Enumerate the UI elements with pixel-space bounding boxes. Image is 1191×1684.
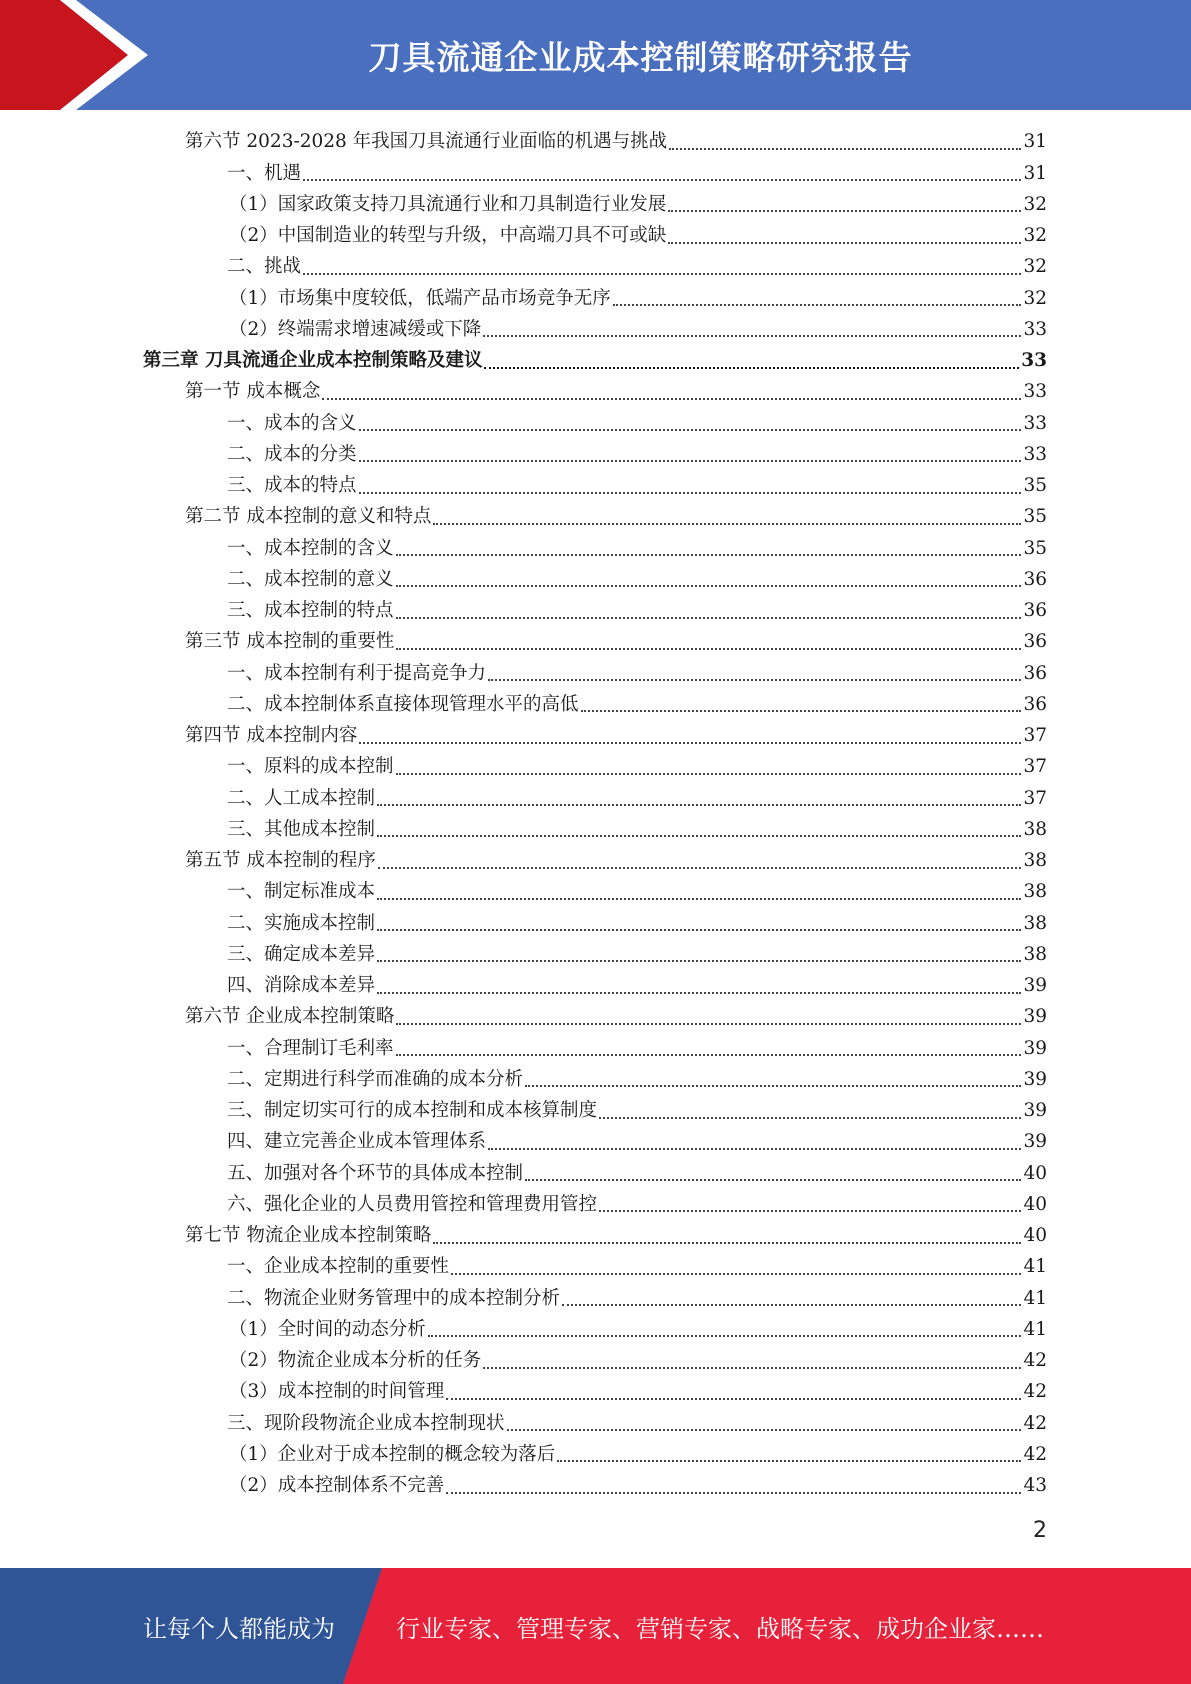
toc-entry-row[interactable] xyxy=(0,1065,1191,1096)
toc-entry-page: 31 xyxy=(1023,131,1047,153)
page-header xyxy=(0,0,1191,110)
toc-entry-page: 33 xyxy=(1023,381,1047,403)
toc-entry-row[interactable] xyxy=(0,940,1191,971)
toc-entry-label: （3）成本控制的时间管理 xyxy=(229,1381,445,1403)
toc-entry-label: （1）企业对于成本控制的概念较为落后 xyxy=(229,1443,556,1465)
toc-entry-page: 38 xyxy=(1023,850,1047,872)
header-arrow-decoration xyxy=(0,0,150,110)
toc-entry-page: 31 xyxy=(1023,162,1047,184)
toc-entry-row[interactable] xyxy=(0,158,1191,189)
toc-entry-page: 32 xyxy=(1023,225,1047,247)
toc-entry-label: 二、成本的分类 xyxy=(227,443,357,465)
toc-entry-page: 43 xyxy=(1023,1475,1047,1497)
toc-chapter-row[interactable] xyxy=(0,346,1191,377)
toc-entry-row[interactable] xyxy=(0,1033,1191,1064)
toc-dot-leader xyxy=(557,1442,1021,1463)
toc-entry-row[interactable] xyxy=(0,1377,1191,1408)
toc-entry-page: 39 xyxy=(1023,1068,1047,1090)
toc-entry-row[interactable] xyxy=(0,533,1191,564)
toc-entry-label: 第六节 2023-2028 年我国刀具流通行业面临的机遇与挑战 xyxy=(185,131,668,153)
toc-dot-leader xyxy=(359,411,1022,432)
toc-entry-row[interactable] xyxy=(0,1346,1191,1377)
toc-entry-label: 一、制定标准成本 xyxy=(227,881,376,903)
toc-entry-row[interactable] xyxy=(0,721,1191,752)
toc-entry-label: 三、制定切实可行的成本控制和成本核算制度 xyxy=(227,1100,598,1122)
toc-entry-row[interactable] xyxy=(0,315,1191,346)
toc-dot-leader xyxy=(484,348,1019,369)
toc-entry-page: 35 xyxy=(1023,506,1047,528)
toc-dot-leader xyxy=(396,1036,1022,1057)
footer-slogan-right: 行业专家、管理专家、营销专家、战略专家、成功企业家…… xyxy=(396,1614,1044,1643)
toc-dot-leader xyxy=(359,723,1021,744)
toc-dot-leader xyxy=(599,1192,1021,1213)
toc-entry-page: 36 xyxy=(1023,662,1047,684)
toc-entry-label: （1）市场集中度较低，低端产品市场竞争无序 xyxy=(229,287,611,309)
toc-dot-leader xyxy=(377,879,1021,900)
toc-entry-row[interactable] xyxy=(0,658,1191,689)
toc-entry-label: （2）成本控制体系不完善 xyxy=(229,1475,445,1497)
toc-entry-row[interactable] xyxy=(0,1440,1191,1471)
toc-entry-page: 39 xyxy=(1023,1100,1047,1122)
toc-entry-row[interactable] xyxy=(0,502,1191,533)
table-of-contents xyxy=(0,127,1191,1502)
toc-entry-row[interactable] xyxy=(0,252,1191,283)
toc-entry-label: 二、成本控制的意义 xyxy=(227,568,394,590)
toc-entry-row[interactable] xyxy=(0,1127,1191,1158)
toc-dot-leader xyxy=(433,504,1021,525)
report-title: 刀具流通企业成本控制策略研究报告 xyxy=(368,37,913,77)
toc-entry-label: 三、现阶段物流企业成本控制现状 xyxy=(227,1412,505,1434)
toc-entry-page: 41 xyxy=(1023,1256,1047,1278)
toc-entry-label: （1）国家政策支持刀具流通行业和刀具制造行业发展 xyxy=(229,193,667,215)
toc-entry-label: 二、实施成本控制 xyxy=(227,912,376,934)
toc-entry-label: 四、建立完善企业成本管理体系 xyxy=(227,1131,487,1153)
toc-entry-page: 37 xyxy=(1023,725,1047,747)
toc-entry-page: 33 xyxy=(1023,443,1047,465)
toc-entry-row[interactable] xyxy=(0,127,1191,158)
toc-entry-label: 一、原料的成本控制 xyxy=(227,756,394,778)
toc-dot-leader xyxy=(378,848,1022,869)
toc-entry-page: 42 xyxy=(1023,1381,1047,1403)
toc-dot-leader xyxy=(359,473,1022,494)
toc-entry-label: 一、机遇 xyxy=(227,162,302,184)
toc-entry-row[interactable] xyxy=(0,1221,1191,1252)
page-footer xyxy=(0,1568,1191,1684)
toc-dot-leader xyxy=(599,1098,1021,1119)
toc-entry-row[interactable] xyxy=(0,815,1191,846)
toc-entry-label: （2）物流企业成本分析的任务 xyxy=(229,1350,482,1372)
toc-dot-leader xyxy=(377,942,1021,963)
toc-entry-label: 一、成本的含义 xyxy=(227,412,357,434)
toc-entry-label: （2）中国制造业的转型与升级，中高端刀具不可或缺 xyxy=(229,225,667,247)
page-number: 2 xyxy=(1033,1518,1047,1543)
toc-dot-leader xyxy=(507,1411,1022,1432)
toc-entry-row[interactable] xyxy=(0,908,1191,939)
toc-dot-leader xyxy=(581,692,1022,713)
toc-dot-leader xyxy=(377,911,1021,932)
toc-entry-label: 第三章 刀具流通企业成本控制策略及建议 xyxy=(143,350,483,372)
toc-entry-label: 二、物流企业财务管理中的成本控制分析 xyxy=(227,1287,561,1309)
toc-dot-leader xyxy=(483,317,1021,338)
toc-entry-row[interactable] xyxy=(0,627,1191,658)
toc-dot-leader xyxy=(428,1317,1022,1338)
toc-entry-row[interactable] xyxy=(0,877,1191,908)
toc-dot-leader xyxy=(377,973,1021,994)
toc-entry-page: 37 xyxy=(1023,756,1047,778)
toc-entry-row[interactable] xyxy=(0,846,1191,877)
toc-entry-page: 42 xyxy=(1023,1412,1047,1434)
toc-dot-leader xyxy=(303,254,1021,275)
toc-entry-row[interactable] xyxy=(0,565,1191,596)
toc-entry-page: 39 xyxy=(1023,1037,1047,1059)
toc-entry-row[interactable] xyxy=(0,190,1191,221)
toc-entry-label: （2）终端需求增速减缓或下降 xyxy=(229,318,482,340)
toc-dot-leader xyxy=(451,1254,1021,1275)
toc-dot-leader xyxy=(446,1473,1021,1494)
toc-entry-label: 一、企业成本控制的重要性 xyxy=(227,1256,450,1278)
toc-entry-label: 二、成本控制体系直接体现管理水平的高低 xyxy=(227,693,579,715)
toc-entry-page: 40 xyxy=(1023,1225,1047,1247)
toc-entry-row[interactable] xyxy=(0,1408,1191,1439)
toc-entry-page: 36 xyxy=(1023,600,1047,622)
toc-entry-row[interactable] xyxy=(0,377,1191,408)
toc-entry-page: 33 xyxy=(1023,412,1047,434)
toc-entry-label: 第四节 成本控制内容 xyxy=(185,725,358,747)
toc-entry-page: 41 xyxy=(1023,1287,1047,1309)
toc-dot-leader xyxy=(359,442,1022,463)
toc-entry-label: 二、人工成本控制 xyxy=(227,787,376,809)
toc-entry-page: 38 xyxy=(1023,912,1047,934)
toc-entry-page: 39 xyxy=(1023,975,1047,997)
toc-dot-leader xyxy=(396,598,1022,619)
toc-dot-leader xyxy=(669,129,1021,150)
toc-entry-label: 一、成本控制有利于提高竞争力 xyxy=(227,662,487,684)
toc-entry-label: 二、定期进行科学而准确的成本分析 xyxy=(227,1068,524,1090)
toc-entry-row[interactable] xyxy=(0,1315,1191,1346)
toc-entry-page: 36 xyxy=(1023,693,1047,715)
toc-entry-page: 32 xyxy=(1023,287,1047,309)
toc-dot-leader xyxy=(303,161,1021,182)
toc-entry-label: 三、成本控制的特点 xyxy=(227,600,394,622)
toc-entry-page: 32 xyxy=(1023,193,1047,215)
toc-entry-label: 四、消除成本差异 xyxy=(227,975,376,997)
toc-dot-leader xyxy=(433,1223,1021,1244)
toc-dot-leader xyxy=(483,1348,1021,1369)
toc-entry-row[interactable] xyxy=(0,283,1191,314)
toc-entry-page: 38 xyxy=(1023,881,1047,903)
toc-entry-row[interactable] xyxy=(0,1252,1191,1283)
toc-dot-leader xyxy=(396,536,1022,557)
toc-entry-row[interactable] xyxy=(0,1096,1191,1127)
toc-entry-label: 第五节 成本控制的程序 xyxy=(185,850,376,872)
toc-entry-label: 第六节 企业成本控制策略 xyxy=(185,1006,395,1028)
toc-entry-row[interactable] xyxy=(0,783,1191,814)
toc-entry-row[interactable] xyxy=(0,752,1191,783)
toc-entry-row[interactable] xyxy=(0,690,1191,721)
toc-entry-row[interactable] xyxy=(0,1158,1191,1189)
toc-dot-leader xyxy=(322,379,1021,400)
toc-entry-page: 40 xyxy=(1023,1162,1047,1184)
toc-entry-label: 第二节 成本控制的意义和特点 xyxy=(185,506,432,528)
toc-dot-leader xyxy=(377,786,1021,807)
toc-dot-leader xyxy=(525,1067,1021,1088)
toc-dot-leader xyxy=(668,223,1021,244)
toc-entry-page: 37 xyxy=(1023,787,1047,809)
toc-entry-label: 第七节 物流企业成本控制策略 xyxy=(185,1225,432,1247)
toc-entry-label: （1）全时间的动态分析 xyxy=(229,1318,426,1340)
toc-entry-row[interactable] xyxy=(0,1190,1191,1221)
toc-entry-page: 38 xyxy=(1023,943,1047,965)
toc-dot-leader xyxy=(488,661,1021,682)
toc-entry-page: 32 xyxy=(1023,256,1047,278)
toc-entry-label: 三、确定成本差异 xyxy=(227,943,376,965)
toc-dot-leader xyxy=(446,1379,1021,1400)
toc-dot-leader xyxy=(396,629,1021,650)
toc-entry-row[interactable] xyxy=(0,408,1191,439)
toc-entry-label: 六、强化企业的人员费用管控和管理费用管控 xyxy=(227,1193,598,1215)
toc-dot-leader xyxy=(668,192,1021,213)
toc-entry-row[interactable] xyxy=(0,440,1191,471)
toc-dot-leader xyxy=(562,1286,1021,1307)
toc-entry-page: 35 xyxy=(1023,537,1047,559)
toc-entry-label: 第三节 成本控制的重要性 xyxy=(185,631,395,653)
toc-entry-label: 三、成本的特点 xyxy=(227,475,357,497)
toc-entry-page: 39 xyxy=(1023,1006,1047,1028)
toc-dot-leader xyxy=(488,1129,1021,1150)
toc-dot-leader xyxy=(396,567,1022,588)
toc-dot-leader xyxy=(396,754,1022,775)
toc-entry-label: 一、合理制订毛利率 xyxy=(227,1037,394,1059)
toc-entry-page: 35 xyxy=(1023,475,1047,497)
toc-entry-label: 一、成本控制的含义 xyxy=(227,537,394,559)
toc-entry-page: 41 xyxy=(1023,1318,1047,1340)
toc-dot-leader xyxy=(396,1004,1021,1025)
toc-entry-label: 五、加强对各个环节的具体成本控制 xyxy=(227,1162,524,1184)
toc-entry-page: 40 xyxy=(1023,1193,1047,1215)
toc-entry-page: 36 xyxy=(1023,631,1047,653)
toc-entry-page: 39 xyxy=(1023,1131,1047,1153)
toc-entry-label: 三、其他成本控制 xyxy=(227,818,376,840)
toc-entry-row[interactable] xyxy=(0,971,1191,1002)
toc-entry-page: 38 xyxy=(1023,818,1047,840)
footer-slogan-left: 让每个人都能成为 xyxy=(143,1614,335,1643)
toc-dot-leader xyxy=(377,817,1021,838)
toc-entry-page: 42 xyxy=(1023,1443,1047,1465)
toc-entry-label: 第一节 成本概念 xyxy=(185,381,321,403)
toc-dot-leader xyxy=(525,1161,1021,1182)
toc-entry-page: 36 xyxy=(1023,568,1047,590)
toc-entry-page: 33 xyxy=(1023,318,1047,340)
toc-entry-row[interactable] xyxy=(0,596,1191,627)
toc-dot-leader xyxy=(613,286,1022,307)
toc-entry-row[interactable] xyxy=(0,1283,1191,1314)
toc-entry-row[interactable] xyxy=(0,1002,1191,1033)
toc-entry-row[interactable] xyxy=(0,221,1191,252)
toc-entry-row[interactable] xyxy=(0,1471,1191,1502)
toc-entry-page: 42 xyxy=(1023,1350,1047,1372)
toc-entry-label: 二、挑战 xyxy=(227,256,302,278)
toc-entry-row[interactable] xyxy=(0,471,1191,502)
toc-entry-page: 33 xyxy=(1021,350,1047,372)
